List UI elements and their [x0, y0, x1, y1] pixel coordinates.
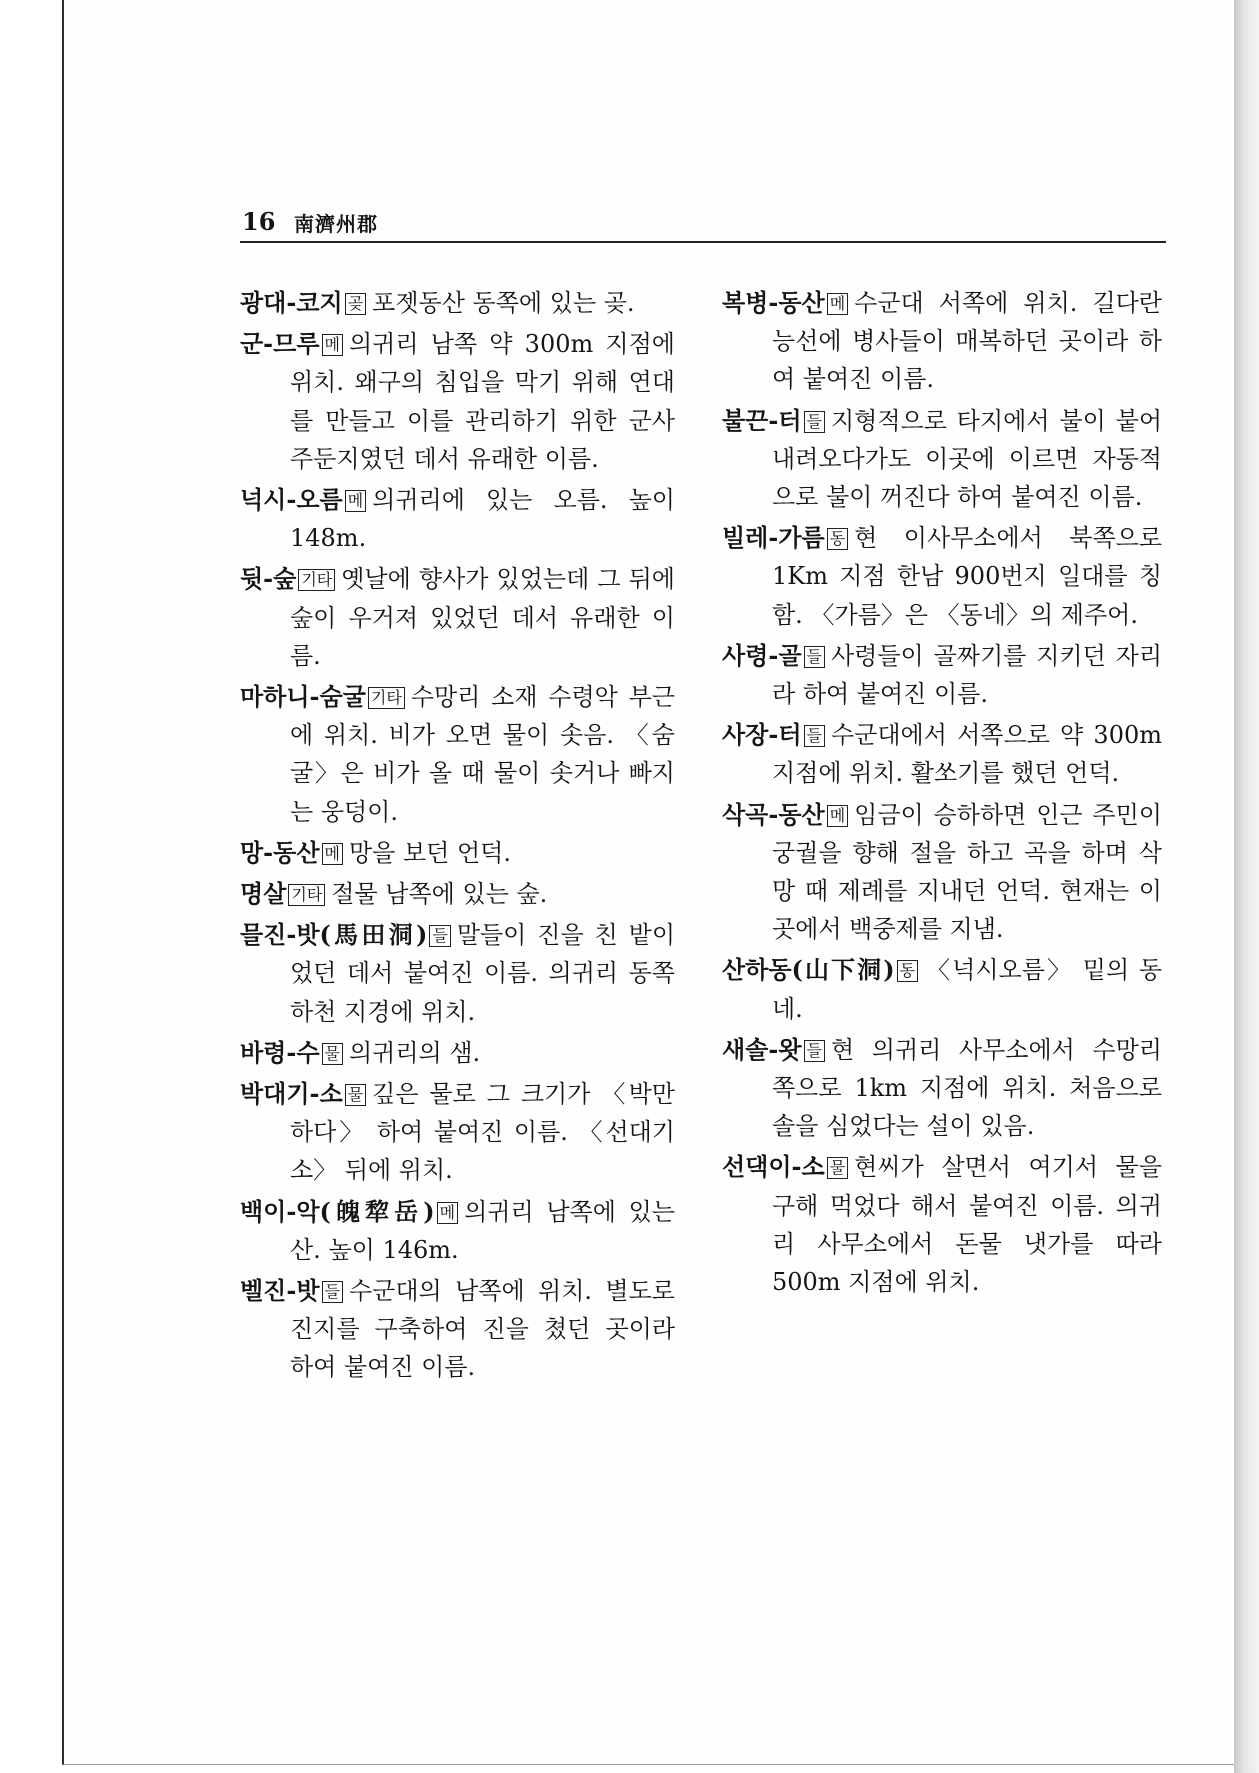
book-title: 南濟州郡 [294, 212, 378, 236]
entry-headword: 광대-코지 [240, 288, 343, 317]
entry-category-tag: 기타 [368, 687, 405, 709]
glossary-entry [240, 560, 675, 675]
glossary-entry [722, 519, 1162, 634]
entry-headword: 삭곡-동산 [722, 799, 825, 829]
glossary-entry [240, 678, 675, 831]
entry-headword: 백이-악(魄犂岳) [240, 1196, 435, 1226]
entry-headword: 선댁이-소 [722, 1152, 825, 1182]
glossary-entry [240, 1193, 675, 1269]
entry-headword: 사장-터 [722, 720, 802, 750]
entry-description: 수군대 서쪽에 위치. 길다란 능선에 병사들이 매복하던 곳이라 하여 붙여진 이름. [772, 289, 1162, 394]
entry-description: 현씨가 살면서 여기서 물을 구해 먹었다 해서 붙여진 이름. 의귀리 사무소에서 돈물 냇가를 따라 500m 지점에 위치. [772, 1153, 1162, 1297]
glossary-entry [722, 1148, 1162, 1301]
page-header [240, 205, 1166, 243]
glossary-entry [240, 1272, 675, 1387]
entry-category-tag: 곶 [345, 293, 366, 315]
entry-headword: 믈진-밧(馬田洞) [240, 920, 428, 950]
entry-headword: 바령-수 [240, 1037, 320, 1067]
entry-headword: 박대기-소 [240, 1079, 343, 1109]
entry-description: 현 이사무소에서 북쪽으로 1Km 지점 한남 900번지 일대를 칭함. 〈가름〉은 〈동네〉의 제주어. [772, 524, 1162, 629]
entry-headword: 복병-동산 [722, 288, 825, 317]
entry-description: 지형적으로 타지에서 불이 붙어 내려오다가도 이곳에 이르면 자동적으로 불이 꺼진다 하여 붙여진 이름. [772, 406, 1162, 512]
entry-category-tag: 메 [827, 293, 848, 315]
entry-category-tag: 동 [827, 528, 848, 550]
entry-description: 깊은 물로 그 크기가 〈박만하다〉 하여 붙여진 이름. 〈선대기소〉 뒤에 위치. [290, 1080, 675, 1185]
entry-category-tag: 물 [322, 1043, 343, 1065]
glossary-entry [240, 875, 675, 913]
glossary-entry [240, 284, 675, 322]
entry-headword: 넉시-오름 [240, 485, 343, 515]
glossary-entry [240, 1075, 675, 1190]
entry-category-tag: 들 [804, 725, 825, 747]
entry-category-tag: 동 [897, 960, 918, 982]
glossary-entry [722, 951, 1162, 1027]
entry-headword: 명살 [240, 879, 287, 909]
entry-description: 수군대에서 서쪽으로 약 300m 지점에 위치. 활쏘기를 했던 언덕. [772, 721, 1162, 788]
glossary-entry [240, 481, 675, 557]
entry-description: 사령들이 골짜기를 지키던 자리라 하여 붙여진 이름. [772, 641, 1162, 709]
entry-category-tag: 들 [804, 1040, 825, 1062]
entry-headword: 빌레-가름 [722, 523, 825, 553]
glossary-entry [240, 1034, 675, 1072]
entry-category-tag: 물 [345, 1084, 366, 1106]
entry-category-tag: 메 [437, 1202, 458, 1224]
glossary-entry [722, 402, 1162, 517]
glossary-entry [722, 716, 1162, 792]
entry-category-tag: 들 [804, 646, 825, 668]
entry-description: 의귀리 남쪽 약 300m 지점에 위치. 왜구의 침입을 막기 위해 연대를 만들고 이를 관리하기 위한 군사 주둔지였던 데서 유래한 이름. [290, 330, 675, 473]
entry-headword: 군-므루 [240, 329, 320, 359]
glossary-entry [722, 284, 1162, 399]
glossary-entry [240, 916, 675, 1031]
entry-category-tag: 메 [827, 805, 848, 827]
entry-description: 절물 남쪽에 있는 숲. [331, 880, 548, 909]
entry-category-tag: 들 [429, 925, 450, 947]
entry-description: 옛날에 향사가 있었는데 그 뒤에 숲이 우거져 있었던 데서 유래한 이름. [290, 565, 675, 670]
glossary-entry [722, 637, 1162, 713]
glossary-entry [240, 325, 675, 478]
entry-category-tag: 메 [322, 843, 343, 865]
entry-description: 망을 보던 언덕. [348, 838, 511, 867]
entry-description: 수망리 소재 수령악 부근에 위치. 비가 오면 물이 솟음. 〈숨굴〉은 비가 올 때 물이 솟거나 빠지는 웅덩이. [290, 683, 675, 826]
entry-category-tag: 물 [827, 1157, 848, 1179]
right-column [722, 284, 1162, 1304]
entry-headword: 산하동(山下洞) [722, 955, 895, 985]
entry-headword: 불끈-터 [722, 405, 802, 435]
entry-headword: 새솔-왓 [722, 1034, 802, 1064]
left-column [240, 284, 675, 1390]
entry-description: 현 의귀리 사무소에서 수망리 쪽으로 1km 지점에 위치. 처음으로 솔을 심었다는 설이 있음. [772, 1035, 1162, 1141]
entry-description: 수군대의 남쪽에 위치. 별도로 진지를 구축하여 진을 쳤던 곳이라 하여 붙여진 이름. [290, 1277, 675, 1382]
entry-headword: 마하니-숨굴 [240, 682, 366, 712]
entry-category-tag: 들 [804, 411, 825, 433]
entry-category-tag: 기타 [288, 884, 325, 906]
entry-description: 말들이 진을 친 밭이었던 데서 붙여진 이름. 의귀리 동쪽 하천 지경에 위치. [290, 921, 676, 1026]
glossary-entry [722, 796, 1162, 949]
entry-headword: 망-동산 [240, 837, 320, 867]
entry-category-tag: 기타 [298, 569, 335, 591]
page-number: 16 [242, 207, 276, 236]
entry-category-tag: 메 [345, 490, 366, 512]
entry-headword: 벨진-밧 [240, 1276, 320, 1306]
entry-category-tag: 들 [322, 1281, 343, 1303]
entry-headword: 뒷-숲 [240, 564, 297, 594]
entry-description: 포젯동산 동쪽에 있는 곶. [372, 289, 635, 317]
entry-description: 의귀리 남쪽에 있는 산. 높이 146m. [290, 1197, 675, 1264]
page-edge-shadow [1234, 0, 1259, 1773]
glossary-entry [240, 834, 675, 872]
entry-description: 〈넉시오름〉 밑의 동네. [772, 956, 1163, 1023]
entry-description: 임금이 승하하면 인근 주민이 궁궐을 향해 절을 하고 곡을 하며 삭망 때 제례를 지내던 언덕. 현재는 이곳에서 백중제를 지냄. [772, 800, 1162, 944]
entry-category-tag: 메 [322, 334, 343, 356]
entry-description: 의귀리의 샘. [348, 1038, 481, 1067]
entry-description: 의귀리에 있는 오름. 높이 148m. [290, 486, 675, 553]
entry-headword: 사령-골 [722, 640, 802, 670]
glossary-entry [722, 1031, 1162, 1146]
